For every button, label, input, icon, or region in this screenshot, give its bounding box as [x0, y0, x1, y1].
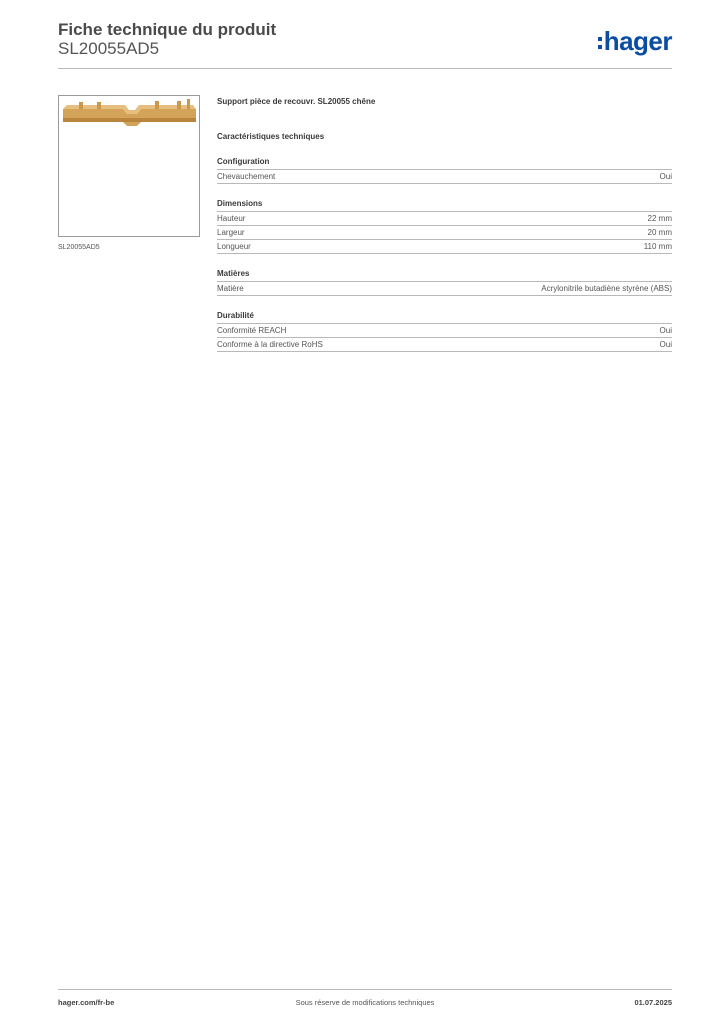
spec-value: Oui [659, 340, 672, 349]
section-configuration [217, 157, 672, 184]
oak-cover-support-photo-icon [59, 96, 199, 236]
section-title: Dimensions [217, 199, 672, 212]
spec-row [217, 170, 672, 184]
spec-row [217, 226, 672, 240]
hager-logo [598, 27, 672, 55]
spec-label: Hauteur [217, 214, 246, 223]
footer-date: 01.07.2025 [634, 998, 672, 1007]
spec-label: Conforme à la directive RoHS [217, 340, 323, 349]
section-title: Configuration [217, 157, 672, 170]
document-title: Fiche technique du produit [58, 20, 277, 39]
spec-value: Oui [659, 172, 672, 181]
product-reference: SL20055AD5 [58, 39, 160, 58]
product-image-caption: SL20055AD5 [58, 244, 100, 251]
spec-value: Acrylonitrile butadiène styrène (ABS) [541, 284, 672, 293]
product-name: Support pièce de recouvr. SL20055 chêne [217, 97, 376, 106]
section-title: Matières [217, 269, 672, 282]
spec-label: Conformité REACH [217, 326, 287, 335]
spec-row [217, 324, 672, 338]
spec-label: Matière [217, 284, 244, 293]
spec-label: Longueur [217, 242, 251, 251]
section-durability [217, 311, 672, 352]
logo-dots-icon [598, 37, 602, 49]
page-footer [58, 998, 672, 1010]
spec-value: Oui [659, 326, 672, 335]
section-dimensions [217, 199, 672, 254]
footer-website-link[interactable]: hager.com/fr-be [58, 998, 115, 1007]
footer-divider [58, 989, 672, 990]
page-header [58, 20, 672, 68]
spec-row [217, 212, 672, 226]
spec-row [217, 282, 672, 296]
product-image [58, 95, 200, 237]
logo-text: hager [603, 26, 672, 56]
spec-value: 22 mm [647, 214, 672, 223]
spec-value: 110 mm [643, 242, 672, 251]
header-divider [58, 68, 672, 69]
footer-notice: Sous réserve de modifications techniques [295, 998, 435, 1007]
product-specs [217, 96, 672, 352]
section-materials [217, 269, 672, 296]
section-title: Durabilité [217, 311, 672, 324]
specs-heading: Caractéristiques techniques [217, 132, 325, 141]
spec-value: 20 mm [647, 228, 672, 237]
spec-row [217, 240, 672, 254]
spec-label: Chevauchement [217, 172, 276, 181]
spec-label: Largeur [217, 228, 245, 237]
spec-row [217, 338, 672, 352]
